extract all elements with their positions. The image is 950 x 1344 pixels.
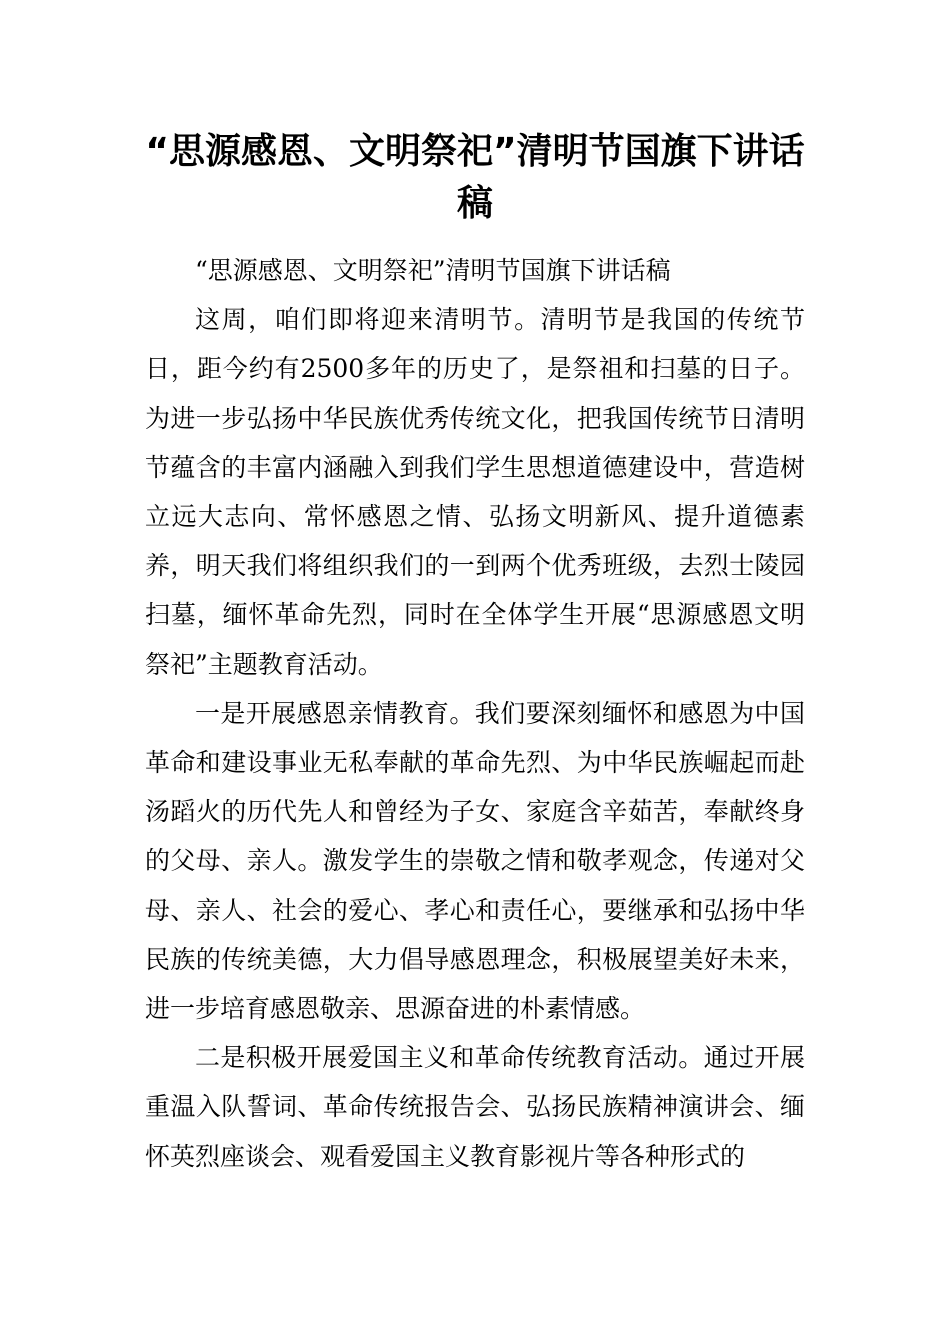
paragraph-patriotic-education: 二是积极开展爱国主义和革命传统教育活动。通过开展重温入队誓词、革命传统报告会、弘扬民族精神演讲会、缅怀英烈座谈会、观看爱国主义教育影视片等各种形式的 xyxy=(145,1043,805,1171)
document-title: “思源感恩、文明祭祀”清明节国旗下讲话稿 xyxy=(145,131,805,224)
document-body xyxy=(145,246,805,1181)
paragraph-intro: 这周，咱们即将迎来清明节。清明节是我国的传统节日，距今约有2500多年的历史了，是祭祖和扫墓的日子。为进一步弘扬中华民族优秀传统文化，把我国传统节日清明节蕴含的丰富内涵融入到我们学生思想道德建设中，营造树立远大志向、常怀感恩之情、弘扬文明新风、提升道德素养，明天我们将组织我们的一到两个优秀班级，去烈士陵园扫墓，缅怀革命先烈，同时在全体学生开展“思源感恩文明祭祀”主题教育活动。 xyxy=(145,305,805,679)
paragraph-subtitle: “思源感恩、文明祭祀”清明节国旗下讲话稿 xyxy=(195,256,671,285)
paragraph-gratitude-education: 一是开展感恩亲情教育。我们要深刻缅怀和感恩为中国革命和建设事业无私奉献的革命先烈、为中华民族崛起而赴汤蹈火的历代先人和曾经为子女、家庭含辛茹苦，奉献终身的父母、亲人。激发学生的崇敬之情和敬孝观念，传递对父母、亲人、社会的爱心、孝心和责任心，要继承和弘扬中华民族的传统美德，大力倡导感恩理念，积极展望美好未来，进一步培育感恩敬亲、思源奋进的朴素情感。 xyxy=(145,698,805,1024)
